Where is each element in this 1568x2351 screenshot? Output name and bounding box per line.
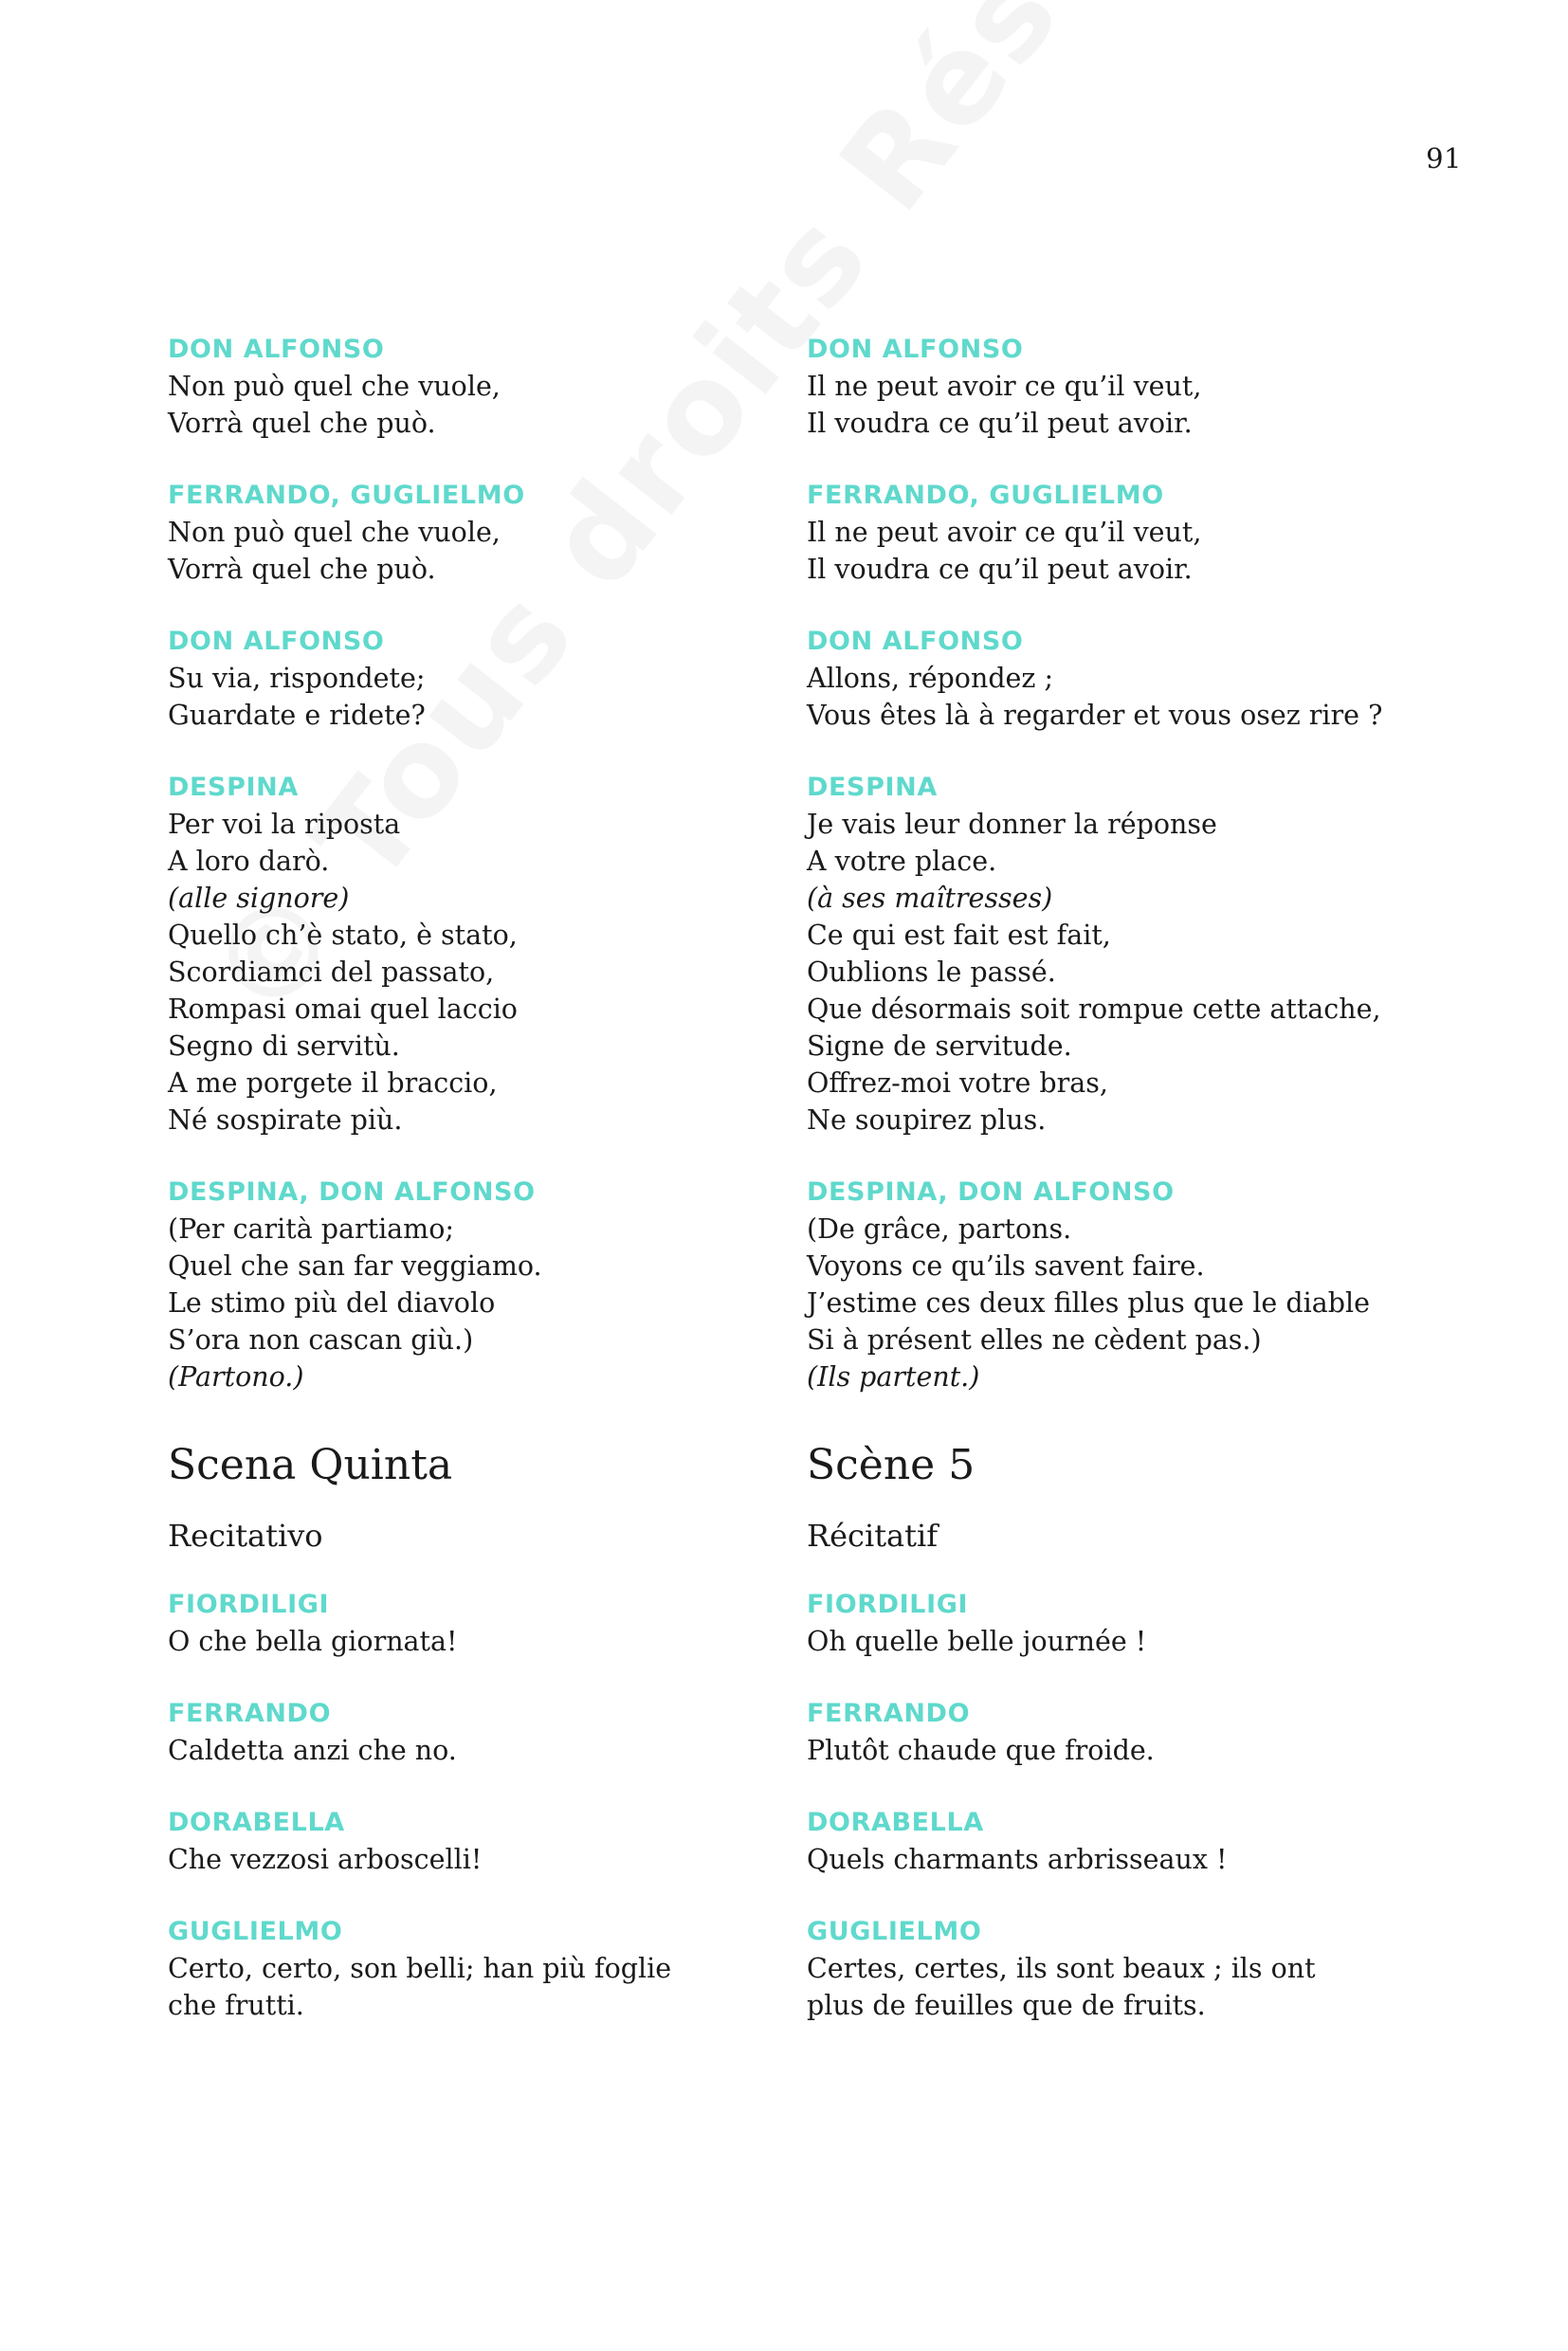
libretto-line: Non può quel che vuole, [168,371,501,402]
stage-direction: (à ses maîtresses) [807,883,1053,914]
libretto-line: Vous êtes là à regarder et vous osez rire ? [807,700,1383,731]
speaker-name: DON ALFONSO [807,335,1024,364]
speaker-name: DON ALFONSO [168,627,385,656]
libretto-line: Il ne peut avoir ce qu’il veut, [807,371,1202,402]
libretto-line: Ne soupirez plus. [807,1104,1047,1136]
libretto-line: O che bella giornata! [168,1626,458,1657]
libretto-line: Le stimo più del diavolo [168,1287,496,1319]
dialogue-block [807,770,1413,1139]
stage-direction: (Partono.) [168,1361,304,1393]
libretto-line: Oublions le passé. [807,957,1056,988]
dialogue-block [168,1587,775,1660]
libretto-line: Voyons ce qu’ils savent faire. [807,1250,1205,1282]
libretto-line: J’estime ces deux filles plus que le diable [807,1287,1370,1319]
libretto-line: Offrez-moi votre bras, [807,1067,1108,1099]
speaker-name: DESPINA, DON ALFONSO [168,1177,536,1207]
dialogue-block [168,770,775,1139]
libretto-line: Il voudra ce qu’il peut avoir. [807,408,1193,439]
scene-title: Scène 5 [807,1441,975,1489]
libretto-line: Il ne peut avoir ce qu’il veut, [807,517,1202,548]
libretto-line: Non può quel che vuole, [168,517,501,548]
speaker-name: DORABELLA [168,1808,345,1837]
scene-subtitle: Récitatif [807,1518,939,1554]
page-number: 91 [1426,142,1462,174]
dialogue-block [807,1175,1413,1395]
libretto-line: Quello ch’è stato, è stato, [168,920,518,951]
dialogue-block [807,1914,1413,2024]
speaker-name: DESPINA [168,773,299,802]
libretto-line: Il voudra ce qu’il peut avoir. [807,554,1193,585]
scene-subtitle: Recitativo [168,1518,323,1554]
libretto-line: Allons, répondez ; [807,663,1054,694]
scene-title: Scena Quinta [168,1441,453,1489]
libretto-line: Per voi la riposta [168,809,401,840]
speaker-name: DESPINA [807,773,938,802]
libretto-line: Quel che san far veggiamo. [168,1250,542,1282]
french-column [807,332,1413,2060]
libretto-line: Rompasi omai quel laccio [168,993,518,1025]
dialogue-block [168,1914,775,2024]
libretto-line: A loro darò. [168,846,330,877]
dialogue-block [168,478,775,588]
libretto-line: Guardate e ridete? [168,700,426,731]
libretto-line: Quels charmants arbrisseaux ! [807,1844,1228,1875]
libretto-line: Si à présent elles ne cèdent pas.) [807,1324,1262,1356]
speaker-name: FIORDILIGI [168,1590,330,1619]
speaker-name: DON ALFONSO [807,627,1024,656]
dialogue-block [168,1175,775,1395]
libretto-line: Je vais leur donner la réponse [807,809,1217,840]
libretto-line: A me porgete il braccio, [168,1067,498,1099]
dialogue-block [807,624,1413,734]
stage-direction: (alle signore) [168,883,350,914]
libretto-line: (De grâce, partons. [807,1213,1072,1245]
speaker-name: DORABELLA [807,1808,984,1837]
libretto-line: (Per carità partiamo; [168,1213,454,1245]
libretto-line: Oh quelle belle journée ! [807,1626,1147,1657]
libretto-line: S’ora non cascan giù.) [168,1324,474,1356]
speaker-name: FERRANDO [168,1699,332,1728]
libretto-line: Vorrà quel che può. [168,554,436,585]
dialogue-block [807,478,1413,588]
speaker-name: GUGLIELMO [807,1917,982,1946]
libretto-line: Scordiamci del passato, [168,957,495,988]
libretto-line: Certo, certo, son belli; han più foglie che frutti. [168,1953,672,2021]
libretto-line: Caldetta anzi che no. [168,1735,457,1766]
libretto-line: Che vezzosi arboscelli! [168,1844,483,1875]
italian-column [168,332,775,2060]
libretto-line: A votre place. [807,846,997,877]
dialogue-block [168,624,775,734]
speaker-name: FIORDILIGI [807,1590,969,1619]
speaker-name: FERRANDO, GUGLIELMO [168,481,525,510]
speaker-name: FERRANDO [807,1699,971,1728]
libretto-line: Su via, rispondete; [168,663,426,694]
libretto-line: Que désormais soit rompue cette attache, [807,993,1381,1025]
speaker-name: FERRANDO, GUGLIELMO [807,481,1164,510]
libretto-line: Né sospirate più. [168,1104,403,1136]
speaker-name: DON ALFONSO [168,335,385,364]
libretto-line: Certes, certes, ils sont beaux ; ils ont plus de feuilles que de fruits. [807,1953,1316,2021]
libretto-line: Signe de servitude. [807,1030,1072,1062]
dialogue-block [168,332,775,442]
stage-direction: (Ils partent.) [807,1361,980,1393]
dialogue-block [807,332,1413,442]
dialogue-block [168,1696,775,1769]
libretto-line: Vorrà quel che può. [168,408,436,439]
speaker-name: GUGLIELMO [168,1917,343,1946]
dialogue-block [807,1805,1413,1878]
dialogue-block [168,1805,775,1878]
speaker-name: DESPINA, DON ALFONSO [807,1177,1175,1207]
dialogue-block [807,1696,1413,1769]
libretto-line: Segno di servitù. [168,1030,400,1062]
libretto-line: Plutôt chaude que froide. [807,1735,1155,1766]
dialogue-block [807,1587,1413,1660]
libretto-line: Ce qui est fait est fait, [807,920,1111,951]
